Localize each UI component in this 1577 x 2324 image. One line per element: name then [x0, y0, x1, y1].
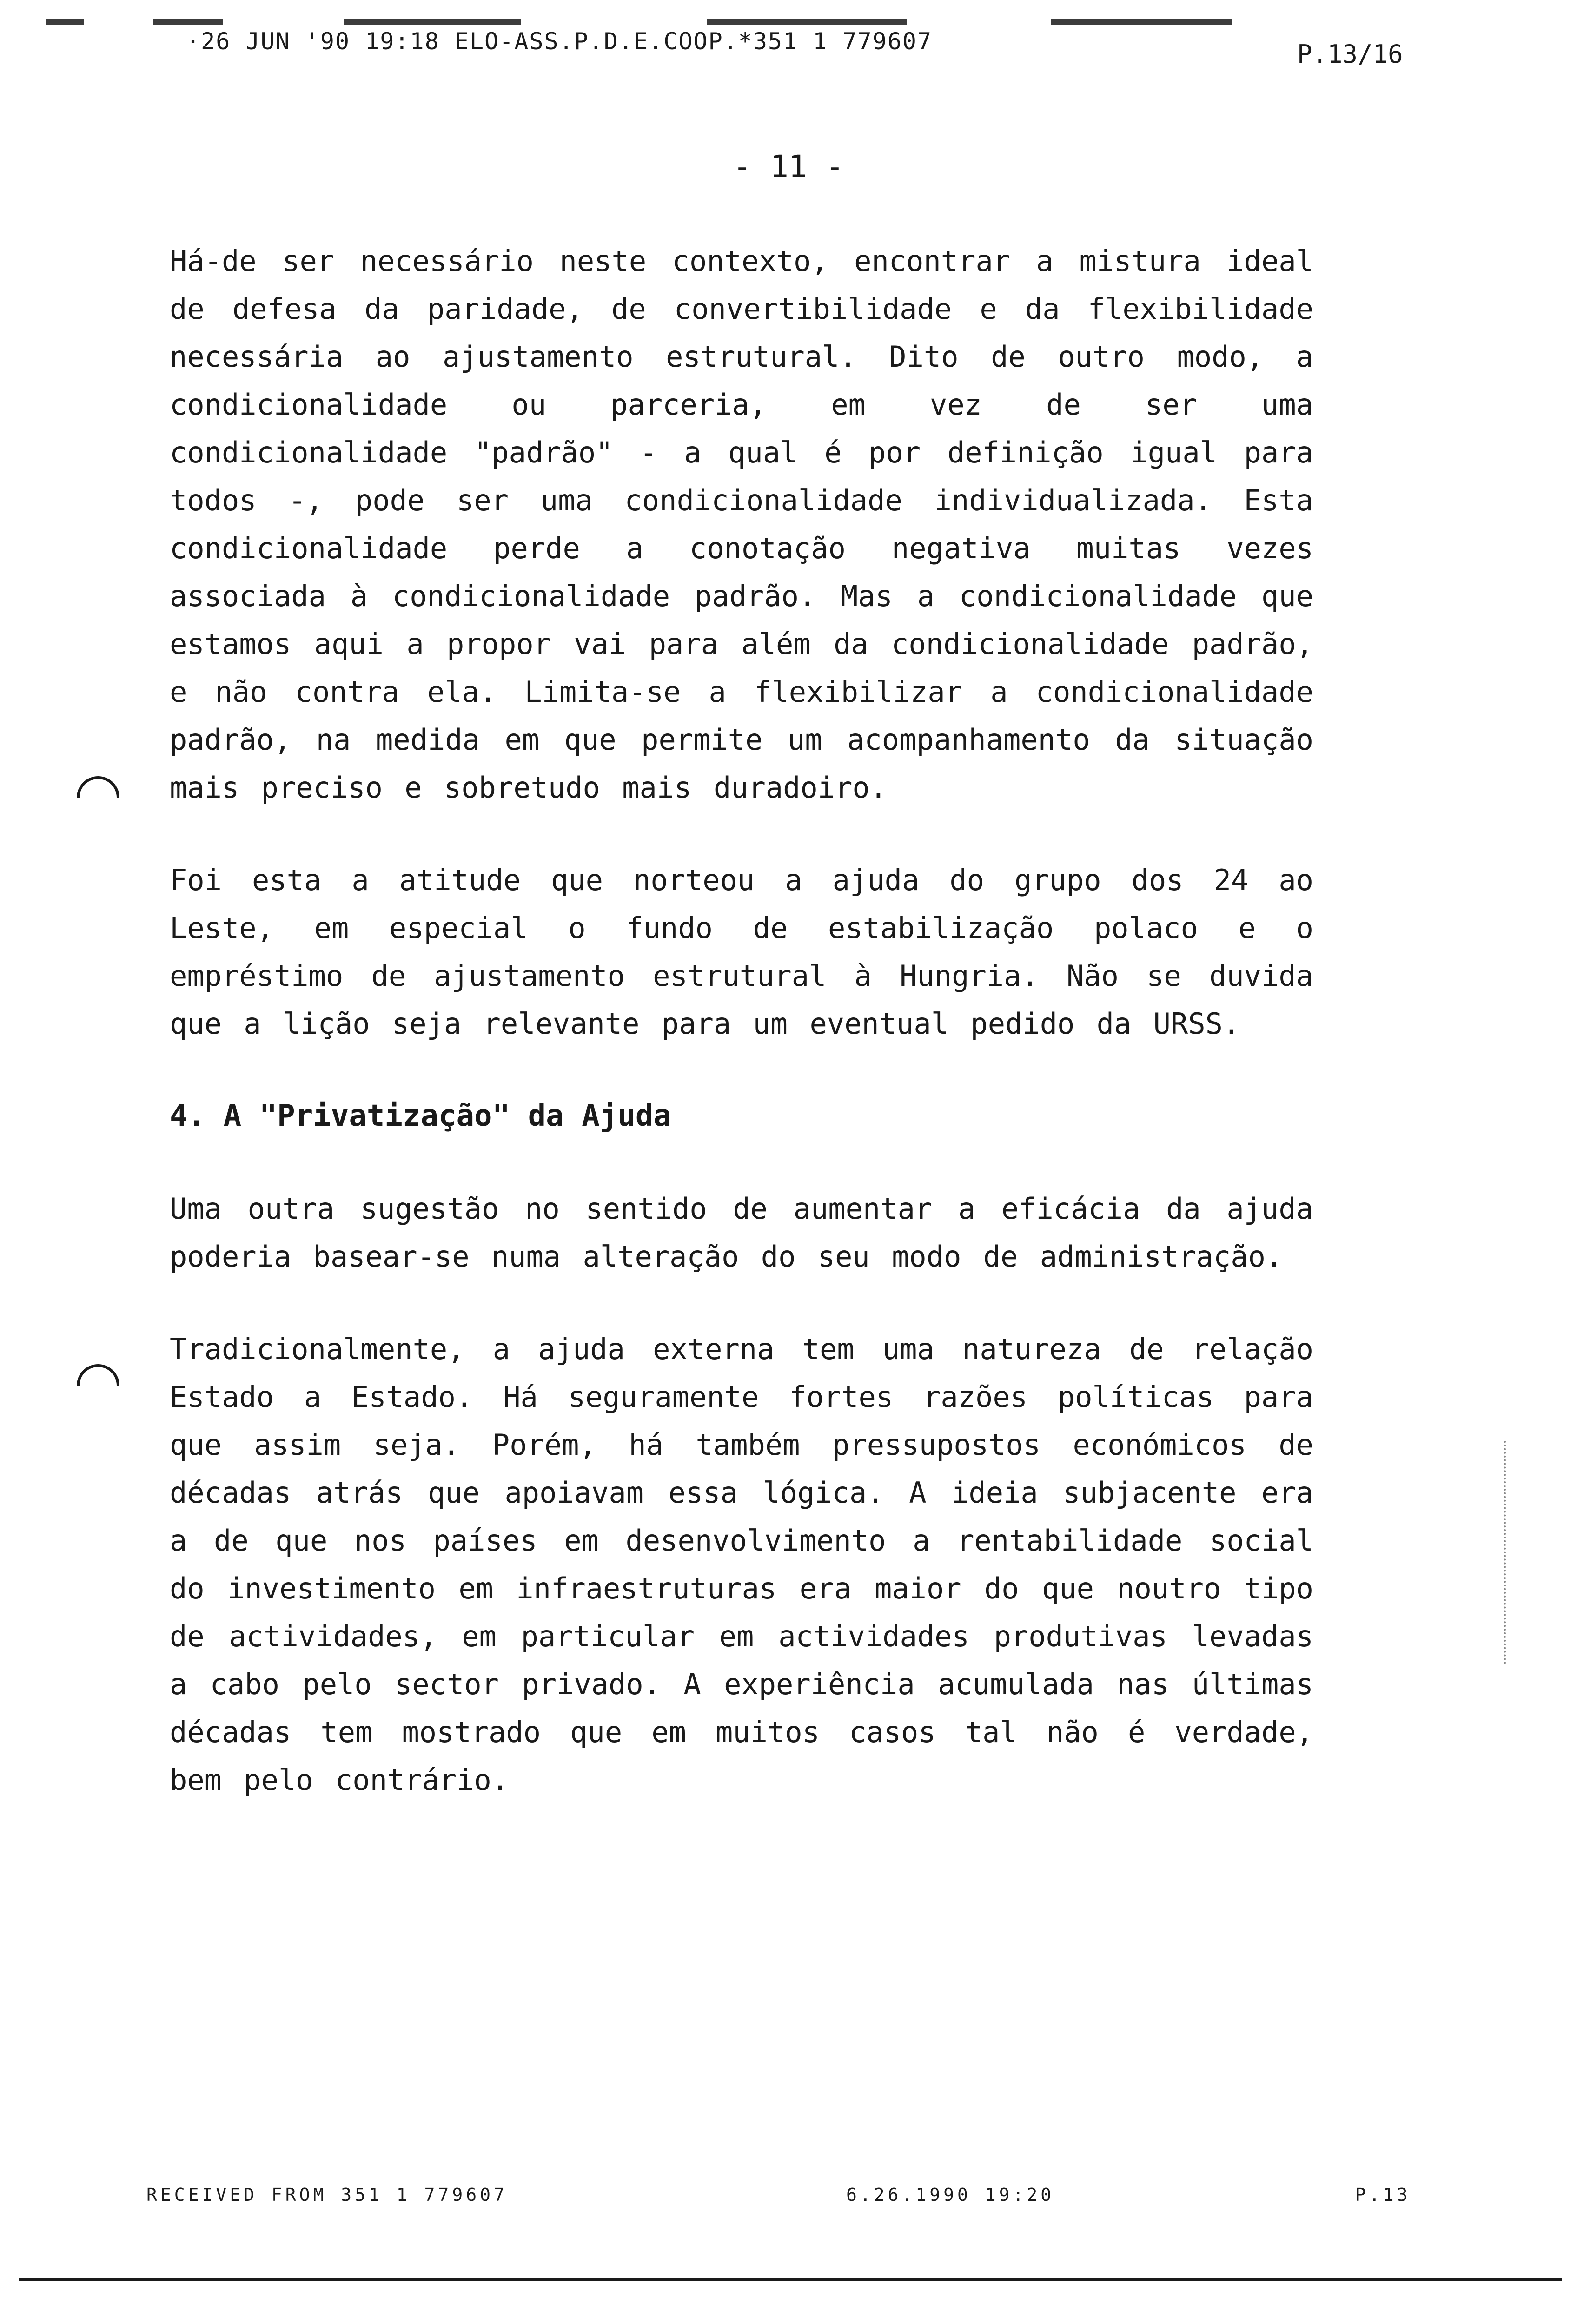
- paragraph: Uma outra sugestão no sentido de aumentar a eficácia da ajuda poderia basear-se numa alteração do seu modo de administração.: [170, 1192, 1313, 1274]
- fax-transmission-line: ·26 JUN '90 19:18 ELO-ASS.P.D.E.COOP.*351 1 779607: [186, 28, 933, 55]
- document-body: [170, 237, 1313, 1849]
- page-number: - 11 -: [733, 149, 844, 185]
- margin-dotted-mark: [1504, 1441, 1508, 1664]
- fax-noise-mark: [46, 19, 84, 25]
- received-datetime: 6.26.1990 19:20: [846, 2185, 1055, 2205]
- section-heading: 4. A "Privatização" da Ajuda: [170, 1099, 671, 1133]
- fax-noise-mark: [153, 19, 223, 25]
- paragraph: Foi esta a atitude que norteou a ajuda do grupo dos 24 ao Leste, em especial o fundo de estabilização polaco e o empréstimo de ajustamento estrutural à Hungria. Não se duvida que a lição seja relevante para um eventual pedido da URSS.: [170, 863, 1313, 1041]
- paragraph: Há-de ser necessário neste contexto, encontrar a mistura ideal de defesa da paridade, de convertibilidade e da flexibilidade necessária ao ajustamento estrutural. Dito de outro modo, a condicionalidade ou parceria, em vez de ser uma condicionalidade "padrão" - a qual é por definição igual para todos -, pode ser uma condicionalidade individualizada. Esta condicionalidade perde a conotação negativa muitas vezes associada à condicionalidade padrão. Mas a condicionalidade que estamos aqui a propor vai para além da condicionalidade padrão, e não contra ela. Limita-se a flexibilizar a condicionalidade padrão, na medida em que permite um acompanhamento da situação mais preciso e sobretudo mais duradoiro.: [170, 244, 1313, 805]
- margin-bracket-mark: [77, 1364, 119, 1386]
- fax-noise-mark: [707, 19, 907, 25]
- footer-page: P.13: [1355, 2185, 1411, 2205]
- fax-header: [46, 19, 1441, 74]
- paragraph: Tradicionalmente, a ajuda externa tem uma natureza de relação Estado a Estado. Há seguramente fortes razões políticas para que assim seja. Porém, há também pressupostos económicos de décadas atrás que apoiavam essa lógica. A ideia subjacente era a de que nos países em desenvolvimento a rentabilidade social do investimento em infraestruturas era maior do que noutro tipo de actividades, em particular em actividades produtivas levadas a cabo pelo sector privado. A experiência acumulada nas últimas décadas tem mostrado que em muitos casos tal não é verdade, bem pelo contrário.: [170, 1332, 1313, 1797]
- margin-bracket-mark: [77, 776, 119, 798]
- fax-page-label: P.13/16: [1297, 40, 1403, 69]
- fax-noise-mark: [1051, 19, 1232, 25]
- bottom-rule: [19, 2278, 1562, 2281]
- received-from: RECEIVED FROM 351 1 779607: [146, 2185, 508, 2205]
- fax-noise-mark: [344, 19, 521, 25]
